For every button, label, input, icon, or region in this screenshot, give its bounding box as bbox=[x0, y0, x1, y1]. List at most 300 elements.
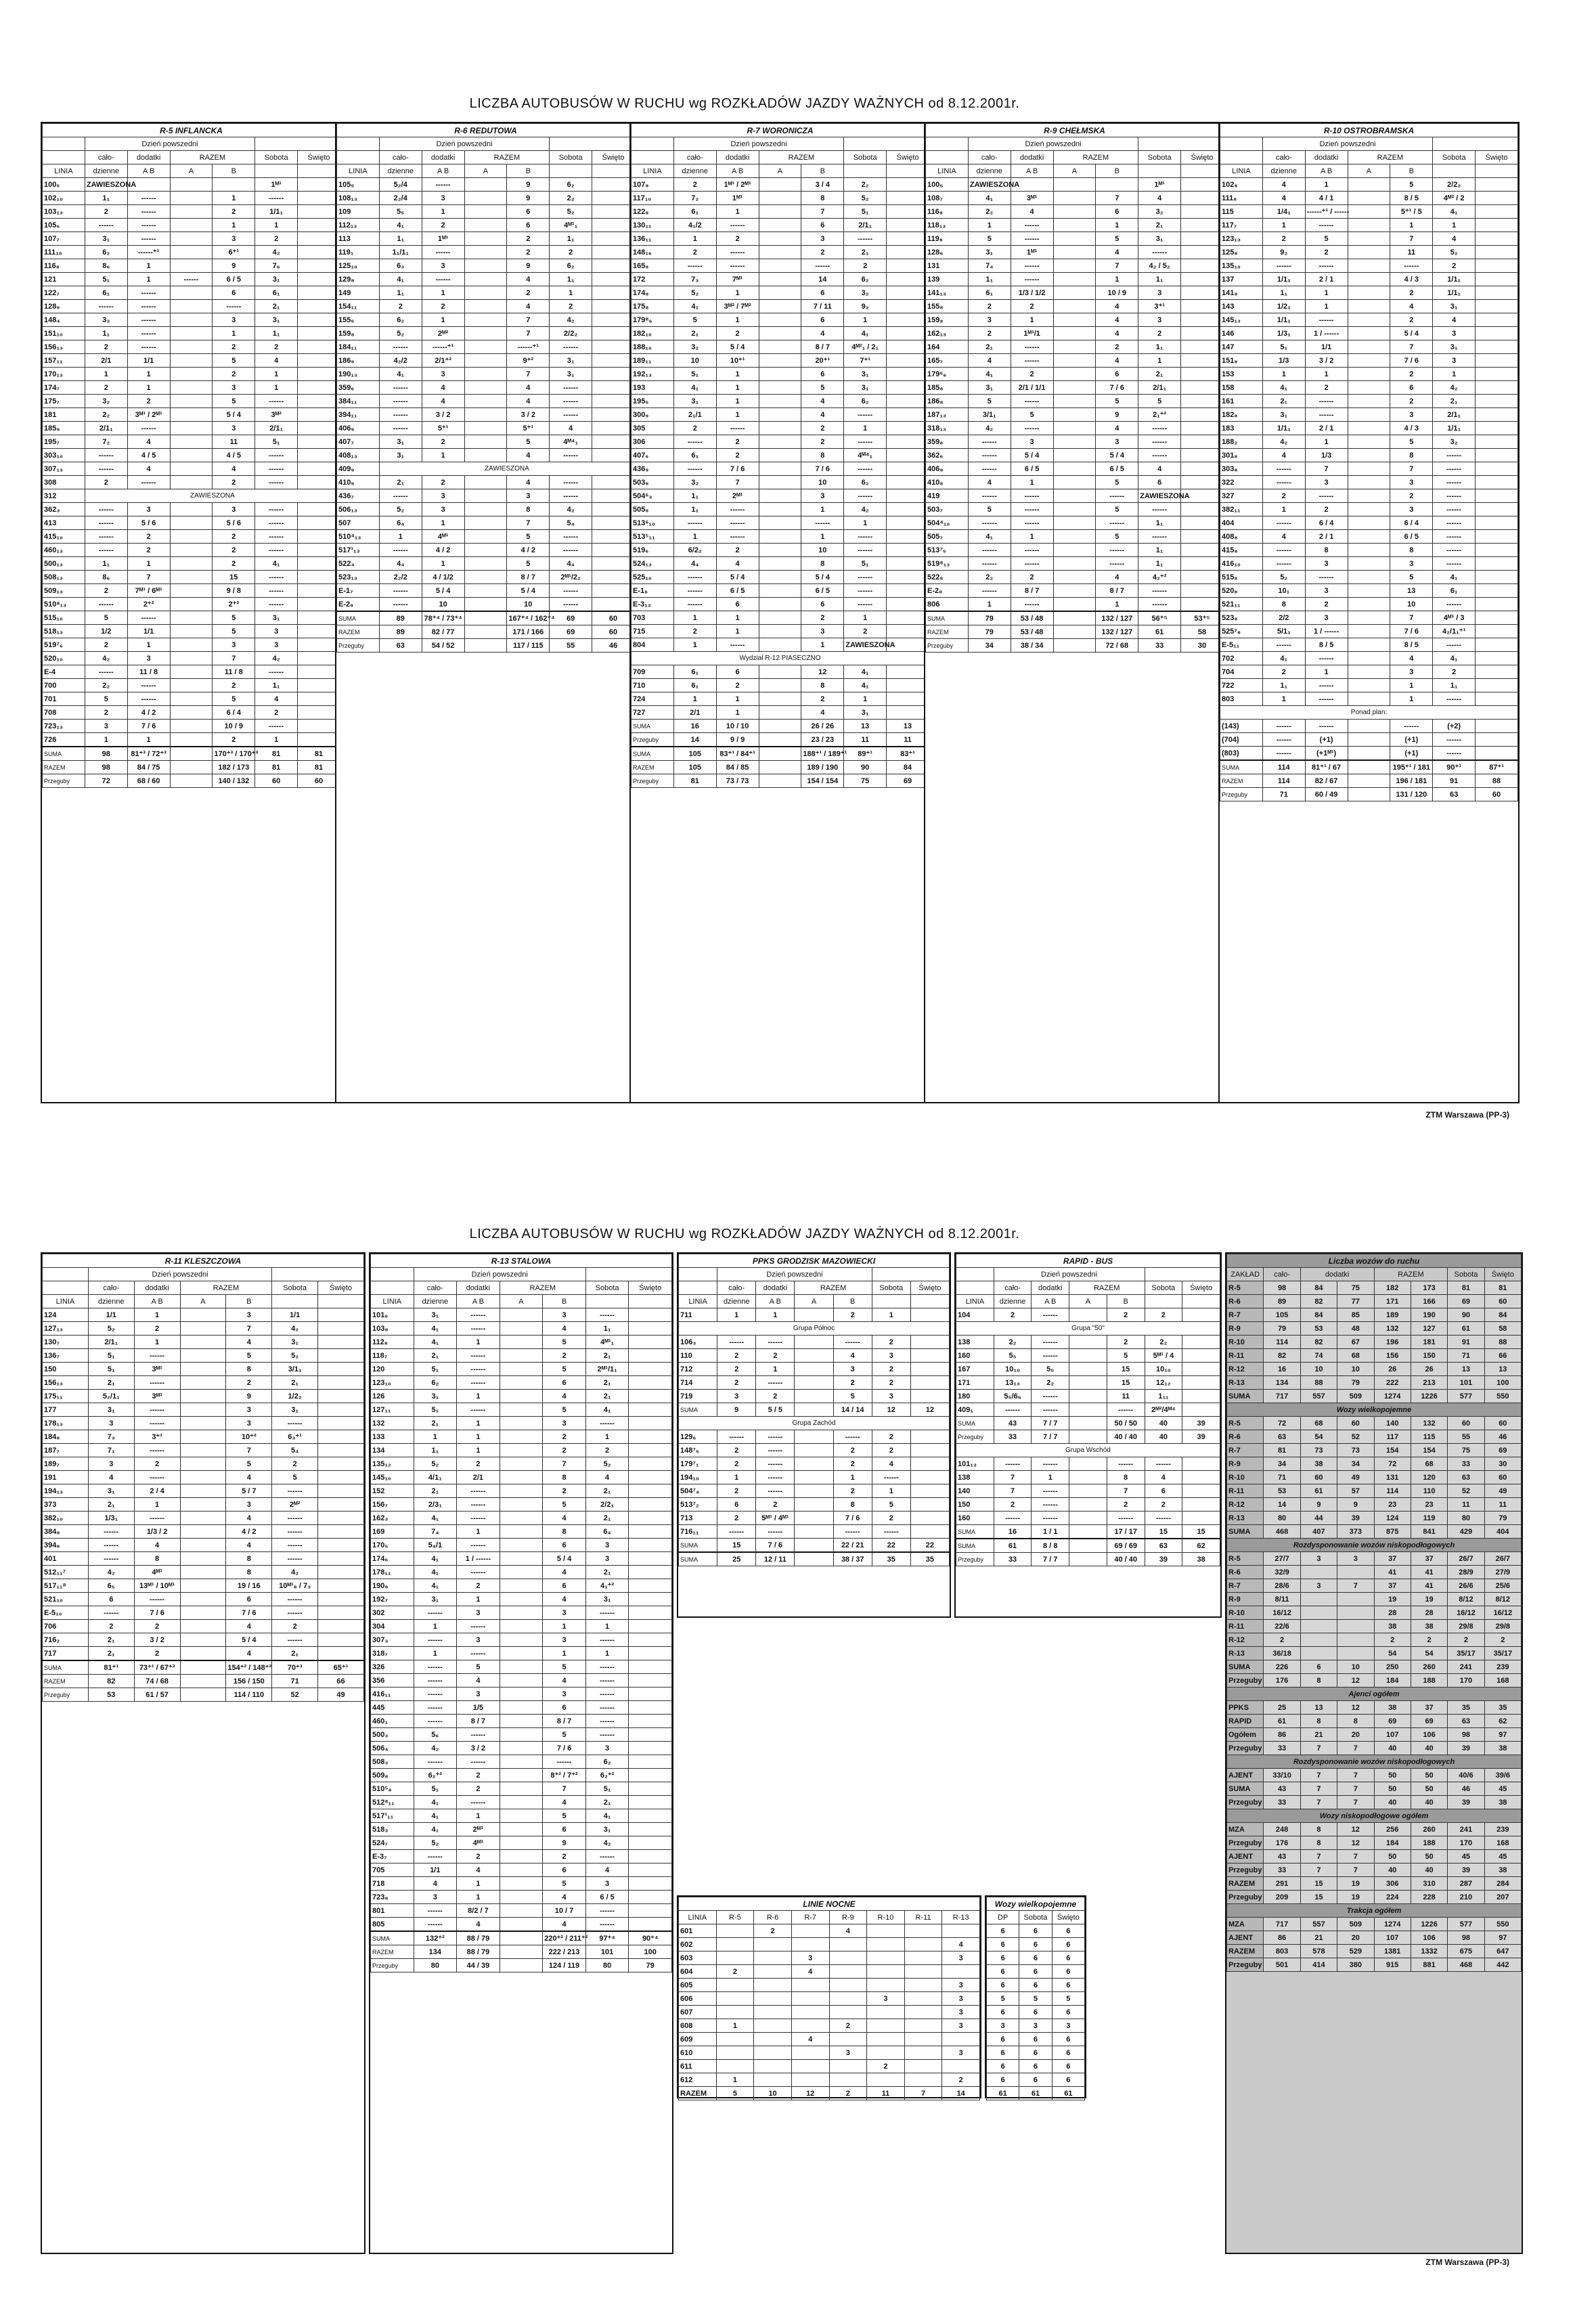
table-cell: 1/1 bbox=[88, 1308, 134, 1322]
table-cell: 2 bbox=[1262, 489, 1305, 503]
line-number: 601 bbox=[679, 1924, 717, 1938]
table-cell: 35 bbox=[910, 1552, 949, 1566]
table-cell: 2 bbox=[85, 381, 127, 395]
table-cell bbox=[298, 300, 340, 313]
table-cell bbox=[500, 1891, 543, 1904]
table-cell: 2 / 1 bbox=[1305, 273, 1348, 286]
table-cell: 2₁ bbox=[1138, 219, 1181, 232]
table-cell bbox=[180, 1633, 226, 1647]
table-cell: 1 bbox=[872, 1308, 910, 1322]
table-row bbox=[631, 232, 929, 246]
table-cell: 40 bbox=[1374, 1796, 1411, 1809]
table-cell bbox=[464, 232, 507, 246]
line-number: 604 bbox=[679, 1965, 717, 1979]
table-cell bbox=[318, 1498, 364, 1512]
col-header bbox=[872, 1295, 910, 1308]
table-cell bbox=[1348, 516, 1390, 530]
table-cell: 2 bbox=[872, 1444, 910, 1457]
table-cell: 6 bbox=[1096, 368, 1138, 381]
col-header: RAZEM bbox=[180, 1281, 272, 1295]
table-cell: 56⁺⁵ bbox=[1138, 611, 1181, 625]
table-cell: 2 bbox=[1433, 665, 1476, 679]
table-cell: 5₁ bbox=[414, 1403, 457, 1417]
table-cell bbox=[1348, 692, 1390, 706]
table-cell bbox=[795, 1471, 833, 1484]
table-cell: 1 bbox=[716, 205, 759, 219]
table-cell: 2 bbox=[829, 2087, 867, 2100]
table-row bbox=[337, 611, 635, 625]
table-cell: 5₁ bbox=[414, 1782, 457, 1796]
table-cell: ------ bbox=[1107, 1403, 1145, 1417]
table-cell: 2₁ bbox=[585, 1349, 629, 1363]
line-number: 505₉ bbox=[631, 503, 674, 516]
table-cell bbox=[500, 1457, 543, 1471]
table-cell: 81 bbox=[1448, 1281, 1484, 1295]
table-cell: 170 bbox=[1448, 1674, 1484, 1688]
table-cell: ------ bbox=[1011, 232, 1053, 246]
line-number: 179⁸₆ bbox=[631, 313, 674, 327]
table-cell bbox=[500, 1918, 543, 1932]
table-cell: 2 bbox=[85, 476, 127, 489]
table-cell: 10⁺¹ bbox=[716, 354, 759, 368]
table-cell: 2/1₁ bbox=[1433, 408, 1476, 422]
table-cell: 4 bbox=[801, 408, 844, 422]
table-row bbox=[43, 300, 340, 313]
line-number: 606 bbox=[679, 1992, 717, 2006]
table-cell bbox=[759, 435, 801, 449]
table-cell: 2 bbox=[756, 1498, 795, 1512]
table-cell: 1 bbox=[379, 530, 422, 544]
table-cell: 6 bbox=[987, 2033, 1019, 2046]
table-cell: 88 / 79 bbox=[457, 1931, 500, 1945]
table-cell bbox=[500, 1945, 543, 1959]
line-number: 726 bbox=[43, 733, 85, 747]
section-title: Wozy niskopodłogowe ogółem bbox=[1227, 1809, 1522, 1823]
table-cell bbox=[180, 1322, 226, 1336]
table-cell: 2 bbox=[872, 1363, 910, 1376]
table-cell: 140 / 132 bbox=[213, 774, 255, 788]
table-cell: 1 bbox=[1262, 692, 1305, 706]
col-header: Sobota bbox=[585, 1281, 629, 1295]
col-header bbox=[1181, 164, 1224, 178]
table-cell: ------ bbox=[1433, 462, 1476, 476]
table-cell bbox=[1181, 395, 1224, 408]
table-cell: 69 bbox=[1374, 1715, 1411, 1728]
table-cell bbox=[298, 381, 340, 395]
table-cell: 63 bbox=[1145, 1539, 1182, 1553]
table-cell: 71 bbox=[1448, 1349, 1484, 1363]
table-cell bbox=[1053, 435, 1096, 449]
table-row bbox=[956, 1430, 1220, 1444]
table-cell: 8₆ bbox=[85, 259, 127, 273]
table-cell: 1 bbox=[134, 1336, 180, 1349]
table-cell: 2 bbox=[716, 232, 759, 246]
data-table bbox=[956, 1254, 1220, 1566]
table-cell: 1₁ bbox=[1138, 340, 1181, 354]
table-cell: 74 bbox=[1300, 1349, 1337, 1363]
table-cell: 4₁ bbox=[379, 273, 422, 286]
line-number: 161 bbox=[1220, 395, 1263, 408]
table-cell: 5 bbox=[213, 692, 255, 706]
table-cell: 6 / 5 bbox=[716, 584, 759, 598]
line-number: Przeguby bbox=[43, 774, 85, 788]
table-cell: 5 bbox=[543, 1660, 586, 1674]
table-cell bbox=[629, 1444, 672, 1457]
line-number: 190₈ bbox=[371, 1579, 414, 1593]
table-cell: ------ bbox=[1305, 313, 1348, 327]
line-number: 401 bbox=[43, 1552, 89, 1566]
line-number: 382₁₀ bbox=[43, 1512, 89, 1525]
line-number: 131 bbox=[926, 259, 969, 273]
table-cell bbox=[759, 354, 801, 368]
table-cell: 150 bbox=[1411, 1349, 1447, 1363]
table-cell bbox=[500, 1660, 543, 1674]
table-cell: 7 bbox=[1305, 462, 1348, 476]
table-cell: 5 / 4 bbox=[1011, 449, 1053, 462]
col-header: dodatki bbox=[1300, 1268, 1374, 1281]
table-cell bbox=[759, 544, 801, 557]
table-cell: 5 bbox=[213, 354, 255, 368]
table-cell: ------ bbox=[255, 516, 298, 530]
table-cell: 105 bbox=[673, 761, 716, 774]
table-row bbox=[371, 1512, 672, 1525]
table-cell: ------ bbox=[127, 692, 170, 706]
table-cell: 429 bbox=[1448, 1525, 1484, 1539]
table-cell bbox=[500, 1376, 543, 1390]
table-cell bbox=[716, 2033, 754, 2046]
table-cell bbox=[464, 503, 507, 516]
table-cell: 19 / 16 bbox=[226, 1579, 272, 1593]
table-cell bbox=[1182, 1471, 1220, 1484]
table-row bbox=[1220, 178, 1518, 192]
table-row bbox=[43, 1430, 364, 1444]
table-cell: 2 bbox=[213, 476, 255, 489]
table-cell: 2 bbox=[716, 449, 759, 462]
table-cell bbox=[759, 462, 801, 476]
panel-r13 bbox=[369, 1252, 673, 2254]
table-cell bbox=[887, 219, 929, 232]
table-cell bbox=[1053, 489, 1096, 503]
line-number: 107₈ bbox=[631, 178, 674, 192]
col-header: Święto bbox=[1484, 1268, 1521, 1281]
table-cell bbox=[180, 1444, 226, 1457]
table-cell: 69 bbox=[887, 774, 929, 788]
table-cell: 10 / 9 bbox=[1096, 286, 1138, 300]
panel-r9 bbox=[924, 122, 1225, 1103]
table-cell: 4₁ bbox=[1433, 571, 1476, 584]
table-cell: ------ bbox=[716, 530, 759, 544]
table-cell: 5₅ bbox=[1032, 1363, 1069, 1376]
table-cell bbox=[904, 2033, 942, 2046]
line-number: 132 bbox=[371, 1417, 414, 1430]
table-cell: 3 bbox=[1011, 435, 1053, 449]
table-cell bbox=[1476, 313, 1518, 327]
table-cell bbox=[1053, 354, 1096, 368]
table-cell: 2 bbox=[457, 1457, 500, 1471]
table-cell: 1 bbox=[414, 1620, 457, 1633]
table-cell: 1/3₁ bbox=[88, 1512, 134, 1525]
table-cell: ------ bbox=[1138, 449, 1181, 462]
panel-nocne bbox=[677, 1895, 981, 2098]
table-row bbox=[43, 489, 340, 503]
table-cell: 15 bbox=[1107, 1376, 1145, 1390]
col-header: A bbox=[759, 164, 801, 178]
line-number: Przeguby bbox=[956, 1430, 994, 1444]
table-cell: 61 bbox=[994, 1539, 1032, 1553]
table-row bbox=[926, 516, 1224, 530]
table-row bbox=[371, 1823, 672, 1836]
table-cell: 3₁ bbox=[414, 1390, 457, 1403]
table-row bbox=[956, 1363, 1220, 1376]
table-cell: 291 bbox=[1264, 1877, 1300, 1891]
table-row bbox=[631, 544, 929, 557]
table-row bbox=[43, 1566, 364, 1579]
table-cell: 4 bbox=[507, 395, 550, 408]
table-cell bbox=[318, 1376, 364, 1390]
table-cell bbox=[759, 192, 801, 205]
line-number: 179⁶₆ bbox=[926, 368, 969, 381]
panel-title: LINIE NOCNE bbox=[679, 1897, 980, 1911]
line-number: 608 bbox=[679, 2019, 717, 2033]
line-number: 165₇ bbox=[926, 354, 969, 368]
table-cell bbox=[1053, 611, 1096, 625]
table-cell bbox=[464, 368, 507, 381]
line-number: 137 bbox=[1220, 273, 1263, 286]
table-cell: 5₂ bbox=[379, 327, 422, 340]
table-cell bbox=[170, 516, 213, 530]
table-cell: 7 / 6 bbox=[833, 1512, 872, 1525]
table-cell bbox=[1053, 598, 1096, 612]
table-row bbox=[43, 652, 340, 665]
panel-wielko bbox=[985, 1895, 1086, 2098]
table-cell bbox=[318, 1308, 364, 1322]
table-cell bbox=[1476, 232, 1518, 246]
table-cell: 2 bbox=[88, 1620, 134, 1633]
table-row bbox=[43, 192, 340, 205]
table-cell bbox=[1181, 516, 1224, 530]
table-cell bbox=[1053, 639, 1096, 653]
line-number: SUMA bbox=[1220, 760, 1263, 774]
table-cell: 4₄ bbox=[673, 557, 716, 571]
line-number: 708 bbox=[43, 706, 85, 720]
table-cell: 8 / 7 bbox=[801, 340, 844, 354]
table-row bbox=[926, 639, 1224, 653]
table-cell: 6 bbox=[801, 313, 844, 327]
table-cell: 3 bbox=[1390, 557, 1433, 571]
table-row bbox=[926, 544, 1224, 557]
table-cell: 7 bbox=[1390, 462, 1433, 476]
table-cell bbox=[180, 1349, 226, 1363]
line-number: 145₁₀ bbox=[371, 1471, 414, 1484]
table-cell: 7 bbox=[1107, 1484, 1145, 1498]
table-cell: 84 bbox=[887, 761, 929, 774]
table-cell: ------ bbox=[585, 1606, 629, 1620]
table-row bbox=[43, 422, 340, 435]
panel-r7 bbox=[629, 122, 931, 1103]
line-number: 115 bbox=[1220, 205, 1263, 219]
line-number: 195₅ bbox=[631, 395, 674, 408]
table-cell: ------ bbox=[379, 395, 422, 408]
line-number: 318₇ bbox=[371, 1647, 414, 1660]
table-cell bbox=[1182, 1484, 1220, 1498]
table-cell bbox=[1476, 422, 1518, 435]
table-cell: 6 bbox=[716, 598, 759, 611]
table-cell: ------ bbox=[414, 1850, 457, 1864]
table-cell: 1 bbox=[716, 408, 759, 422]
col-header: Święto bbox=[910, 1281, 949, 1295]
table-cell: ------ bbox=[1305, 720, 1348, 733]
table-cell: 5 bbox=[1390, 435, 1433, 449]
line-number: 408₁₃ bbox=[337, 449, 380, 462]
col-header: Dzień powszedni bbox=[968, 137, 1138, 151]
table-cell: 6 bbox=[543, 1864, 586, 1877]
table-cell: 1 bbox=[1096, 598, 1138, 612]
table-cell: ------ bbox=[968, 516, 1011, 530]
table-cell: 79 bbox=[1264, 1322, 1300, 1336]
col-header: Święto bbox=[887, 151, 929, 164]
table-row bbox=[43, 1579, 364, 1593]
table-cell bbox=[298, 598, 340, 611]
table-row bbox=[631, 381, 929, 395]
table-cell: ------ bbox=[1433, 598, 1476, 611]
table-row bbox=[43, 327, 340, 340]
panel-ppks bbox=[677, 1252, 951, 1618]
table-cell bbox=[592, 571, 635, 584]
table-cell: 1 bbox=[127, 368, 170, 381]
table-cell: 6 bbox=[987, 1965, 1019, 1979]
table-cell bbox=[464, 516, 507, 530]
col-header bbox=[1433, 164, 1476, 178]
section-title: Rozdysponowanie wozów niskopodłogowych bbox=[1227, 1755, 1522, 1769]
table-cell: 11 bbox=[867, 2087, 905, 2100]
table-cell bbox=[867, 1952, 905, 1965]
table-cell: 58 bbox=[1484, 1322, 1521, 1336]
table-cell: 63 bbox=[379, 639, 422, 653]
table-cell: 15 bbox=[1145, 1525, 1182, 1539]
line-number: 184₈ bbox=[43, 1430, 89, 1444]
table-cell: 4ᴹ¹ bbox=[134, 1566, 180, 1579]
table-cell bbox=[887, 544, 929, 557]
table-cell: ------ bbox=[1433, 747, 1476, 761]
table-cell: 6 bbox=[801, 286, 844, 300]
table-cell: ------ bbox=[272, 1512, 318, 1525]
table-cell: 207 bbox=[1484, 1891, 1521, 1904]
panel-title: R-6 REDUTOWA bbox=[337, 124, 635, 137]
table-row bbox=[43, 720, 340, 733]
table-row bbox=[1220, 246, 1518, 259]
table-cell: 50 bbox=[1374, 1769, 1411, 1782]
table-cell: 4₁ bbox=[379, 368, 422, 381]
line-number: 612 bbox=[679, 2073, 717, 2087]
table-cell: 16/12 bbox=[1264, 1606, 1300, 1620]
table-cell: ------ bbox=[756, 1444, 795, 1457]
table-cell: 1 bbox=[1433, 368, 1476, 381]
table-cell: 2₁ bbox=[1262, 395, 1305, 408]
table-cell: 2 bbox=[673, 178, 716, 192]
col-header: dzienne bbox=[88, 1295, 134, 1308]
table-cell: 2⁺² bbox=[213, 598, 255, 611]
table-row bbox=[43, 1606, 364, 1620]
table-cell: ------ bbox=[1433, 638, 1476, 652]
table-cell: 60 bbox=[1484, 1417, 1521, 1430]
table-cell: 6 / 5 bbox=[1096, 462, 1138, 476]
line-number: 121 bbox=[43, 273, 85, 286]
table-cell: 4₂ bbox=[414, 1742, 457, 1755]
line-number: 605 bbox=[679, 1979, 717, 1992]
table-cell: 2 bbox=[754, 1924, 792, 1938]
table-cell: 3⁺¹ bbox=[134, 1430, 180, 1444]
table-cell bbox=[1348, 327, 1390, 340]
table-cell: ------ bbox=[127, 219, 170, 232]
table-cell: 6 / 5 bbox=[1011, 462, 1053, 476]
table-cell: 2₂/2 bbox=[379, 571, 422, 584]
table-cell: 1 bbox=[457, 1336, 500, 1349]
table-row bbox=[43, 313, 340, 327]
table-row bbox=[631, 774, 929, 788]
table-cell bbox=[500, 1363, 543, 1376]
table-cell: ZAWIESZONA bbox=[85, 178, 127, 192]
line-number: 362₆ bbox=[926, 449, 969, 462]
table-cell bbox=[759, 503, 801, 516]
table-cell bbox=[759, 381, 801, 395]
col-header bbox=[1182, 1295, 1220, 1308]
table-cell: 260 bbox=[1411, 1823, 1447, 1836]
col-header bbox=[844, 137, 929, 151]
table-cell: ------ bbox=[1433, 544, 1476, 557]
table-cell bbox=[629, 1769, 672, 1782]
table-cell: 114 / 110 bbox=[226, 1688, 272, 1702]
line-number: 189₇ bbox=[43, 1457, 89, 1471]
col-header: R-9 bbox=[829, 1911, 867, 1924]
col-header: dzienne bbox=[717, 1295, 756, 1308]
table-row bbox=[631, 259, 929, 273]
table-cell: 88 bbox=[1484, 1336, 1521, 1349]
table-cell bbox=[170, 232, 213, 246]
table-cell: 106 bbox=[1411, 1931, 1447, 1945]
table-cell bbox=[500, 1850, 543, 1864]
table-cell: 58 bbox=[1181, 625, 1224, 639]
table-cell: 4 / 2 bbox=[507, 544, 550, 557]
table-cell: 4 / 5 bbox=[127, 449, 170, 462]
table-cell: 6₂ bbox=[844, 273, 887, 286]
line-number: 705 bbox=[371, 1864, 414, 1877]
table-cell: ------ bbox=[716, 422, 759, 435]
table-cell bbox=[1069, 1390, 1107, 1403]
table-cell: 1ᴹ¹ bbox=[422, 232, 464, 246]
line-number: 160 bbox=[956, 1512, 994, 1525]
table-cell: 41 bbox=[1374, 1566, 1411, 1579]
table-row bbox=[337, 381, 635, 395]
table-cell bbox=[180, 1593, 226, 1606]
table-cell bbox=[1053, 408, 1096, 422]
table-cell: ------ bbox=[1011, 544, 1053, 557]
table-cell: 7ᴹ¹ / 6ᴹ¹ bbox=[127, 584, 170, 598]
table-cell: 1/1₁ bbox=[1262, 273, 1305, 286]
table-cell: ------ bbox=[127, 340, 170, 354]
table-row bbox=[679, 1457, 950, 1471]
line-number: 304 bbox=[371, 1620, 414, 1633]
table-row bbox=[679, 1376, 950, 1390]
table-cell: 2 bbox=[942, 2073, 980, 2087]
table-cell: 7 bbox=[226, 1444, 272, 1457]
table-row bbox=[43, 1336, 364, 1349]
table-cell bbox=[170, 625, 213, 638]
row-label: R-9 bbox=[1227, 1593, 1264, 1606]
table-cell bbox=[1348, 435, 1390, 449]
table-cell: ------ bbox=[272, 1539, 318, 1552]
col-header: Święto bbox=[629, 1281, 672, 1295]
table-cell bbox=[1348, 747, 1390, 761]
